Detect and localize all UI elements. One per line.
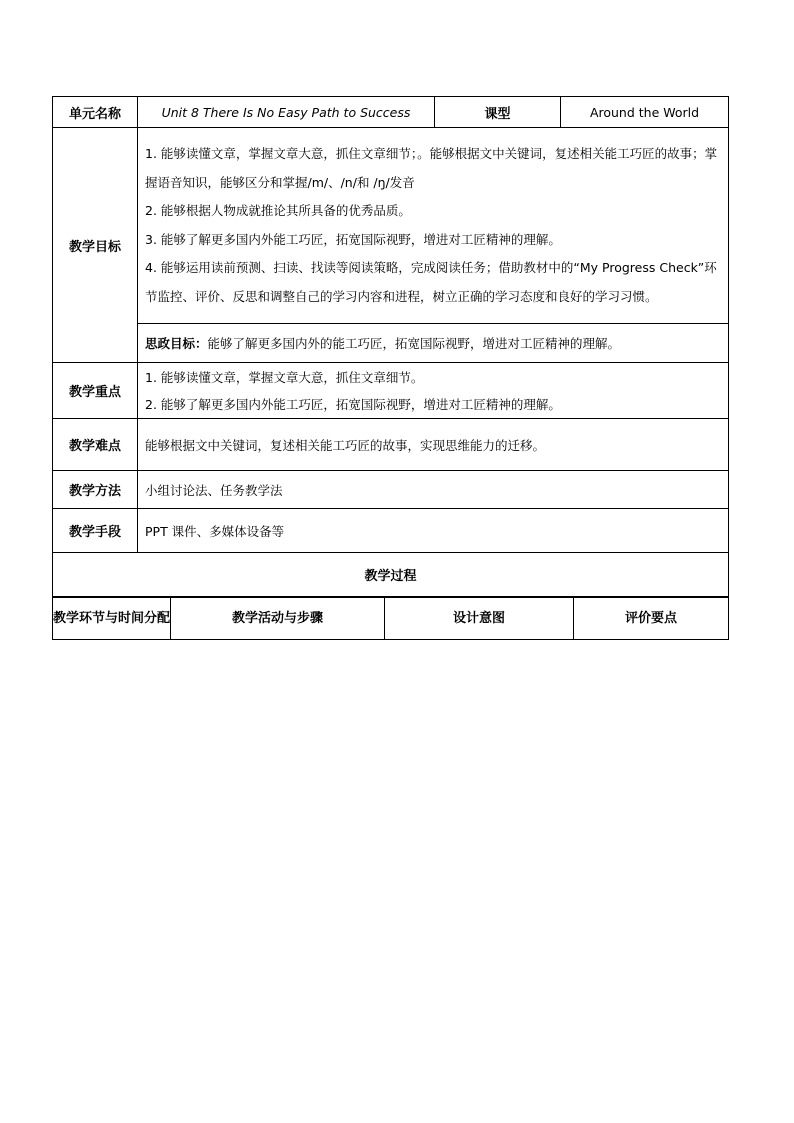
key-point-item: 1. 能够读懂文章，掌握文章大意，抓住文章细节。 bbox=[145, 369, 424, 385]
ideology-text: 能够了解更多国内外的能工巧匠，拓宽国际视野，增进对工匠精神的理解。 bbox=[207, 336, 621, 351]
col-header-activities: 教学活动与步骤 bbox=[171, 598, 385, 640]
methods-row bbox=[53, 471, 729, 509]
process-header-table bbox=[52, 597, 729, 640]
methods-text: 小组讨论法、任务教学法 bbox=[138, 471, 729, 509]
key-point-item: 2. 能够了解更多国内外能工巧匠，拓宽国际视野，增进对工匠精神的理解。 bbox=[145, 396, 561, 412]
difficulties-label: 教学难点 bbox=[53, 419, 138, 471]
lesson-type-value: Around the World bbox=[561, 97, 729, 128]
ideology-row bbox=[53, 324, 729, 363]
difficulties-text: 能够根据文中关键词，复述相关能工巧匠的故事，实现思维能力的迁移。 bbox=[138, 419, 729, 471]
lesson-type-label: 课型 bbox=[435, 97, 561, 128]
process-header-row bbox=[53, 598, 729, 640]
objectives-row bbox=[53, 128, 729, 324]
means-row bbox=[53, 509, 729, 553]
key-points-label: 教学重点 bbox=[53, 363, 138, 419]
objective-item: 4. 能够运用读前预测、扫读、找读等阅读策略，完成阅读任务；借助教材中的“My Progress Check”环节监控、评价、反思和调整自己的学习内容和进程，树立正确的学习态度和良好的学习习惯。 bbox=[145, 260, 717, 304]
col-header-design-intent: 设计意图 bbox=[385, 598, 574, 640]
process-title-row bbox=[53, 553, 729, 597]
key-points-list bbox=[138, 363, 729, 419]
lesson-info-table bbox=[52, 96, 729, 597]
col-header-stage-time: 教学环节与时间分配 bbox=[53, 598, 171, 640]
ideology-objective bbox=[138, 324, 729, 363]
objectives-label: 教学目标 bbox=[53, 128, 138, 363]
key-points-row bbox=[53, 363, 729, 419]
methods-label: 教学方法 bbox=[53, 471, 138, 509]
objective-item: 3. 能够了解更多国内外能工巧匠，拓宽国际视野，增进对工匠精神的理解。 bbox=[145, 231, 561, 247]
means-label: 教学手段 bbox=[53, 509, 138, 553]
objective-item: 1. 能够读懂文章，掌握文章大意，抓住文章细节；。能够根据文中关键词，复述相关能工巧匠的故事；掌握语音知识，能够区分和掌握/m/、/n/和 /ŋ/发音 bbox=[145, 146, 718, 190]
unit-name-label: 单元名称 bbox=[53, 97, 138, 128]
objective-item: 2. 能够根据人物成就推论其所具备的优秀品质。 bbox=[145, 203, 411, 218]
means-text: PPT 课件、多媒体设备等 bbox=[138, 509, 729, 553]
ideology-label: 思政目标： bbox=[145, 336, 208, 351]
process-title: 教学过程 bbox=[53, 553, 729, 597]
unit-row bbox=[53, 97, 729, 128]
col-header-evaluation: 评价要点 bbox=[574, 598, 729, 640]
objectives-list bbox=[138, 128, 729, 324]
difficulties-row bbox=[53, 419, 729, 471]
unit-title: Unit 8 There Is No Easy Path to Success bbox=[138, 97, 435, 128]
